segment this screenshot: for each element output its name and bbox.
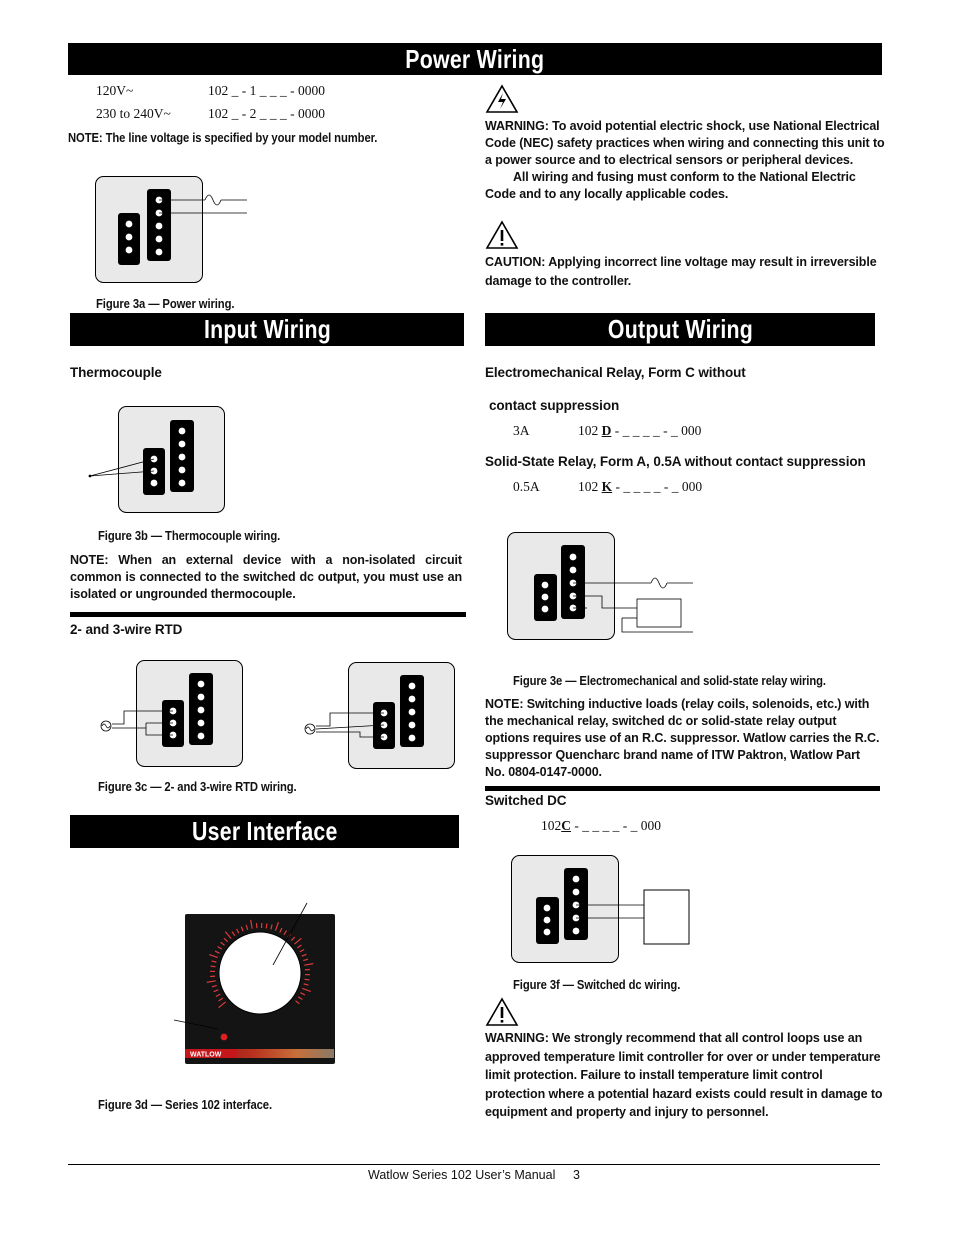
power-wiring-banner (68, 43, 882, 75)
input-wiring-banner (70, 313, 464, 346)
dial-tick-mark (210, 966, 215, 967)
voltage-230-code: 102 _ - 2 _ _ _ - 0000 (208, 106, 325, 121)
ssr-model-code: 102 K - _ _ _ _ - _ 000 (578, 479, 703, 494)
ssr-rating: 0.5A (513, 479, 540, 494)
voltage-120-code: 102 _ - 1 _ _ _ - 0000 (208, 83, 325, 98)
voltage-120-label: 120V~ (96, 83, 134, 98)
warning-shock-p1: WARNING: To avoid potential electric shock, use National Electrical Code (NEC) safety practices when wiring and connecting this unit to a power source and to electrical sensors or peripheral devices. (485, 119, 885, 167)
switched-dc-model-code: 102C - _ _ _ _ - _ 000 (541, 818, 661, 833)
footer-page-number: 3 (573, 1168, 580, 1182)
figure-3a-power-wiring-diagram (95, 176, 255, 286)
user-interface-banner (70, 815, 459, 848)
footer-rule (68, 1164, 880, 1165)
relay-heading-line2: contact suppression (489, 398, 620, 413)
figure-3f-switched-dc-wiring-diagram (511, 855, 696, 967)
figure-3d-series-102-interface (174, 900, 339, 1068)
output-wiring-banner (485, 313, 875, 346)
limit-warning-text: WARNING: We strongly recommend that all control loops use an approved temperature limit controller for over or under temperature limit protection. Failure to install temperature limit control protection where a potential hazard exists could result in damage to equipment and property and injury to personnel. (485, 1031, 883, 1119)
figure-3c-caption: Figure 3c — 2- and 3-wire RTD wiring. (98, 780, 297, 794)
figure-3c-3-wire-rtd-diagram (300, 662, 460, 774)
output-note: NOTE: Switching inductive loads (relay coils, solenoids, etc.) with the mechanical relay, switched dc or solid-state relay output options requires use of an R.C. suppressor. Watlow carries the R.C. suppressor Quencharc brand name of ITW Paktron, Watlow Part No. 0804-0147-0000. (485, 697, 880, 779)
figure-3e-relay-wiring-diagram (507, 532, 697, 644)
figure-3b-thermocouple-wiring-diagram (86, 406, 231, 516)
switched-dc-heading: Switched DC (485, 793, 567, 808)
relay-model-code: 102 D - _ _ _ _ - _ 000 (578, 423, 702, 438)
figure-3f-caption: Figure 3f — Switched dc wiring. (513, 978, 681, 992)
rtd-heading: 2- and 3-wire RTD (70, 622, 183, 637)
electric-shock-warning-icon (486, 85, 518, 113)
power-note: NOTE: The line voltage is specified by your model number. (68, 131, 378, 145)
relay-heading-line1: Electromechanical Relay, Form C without (485, 365, 746, 380)
warning-icon (486, 998, 518, 1026)
caution-icon (486, 221, 518, 249)
figure-3d-caption: Figure 3d — Series 102 interface. (98, 1098, 272, 1112)
watlow-logo-text: WATLOW (190, 1051, 222, 1059)
footer-manual-title: Watlow Series 102 User’s Manual (368, 1168, 556, 1182)
warning-shock-p2: All wiring and fusing must conform to the National Electric Code and to any locally applicable codes. (485, 170, 856, 201)
user-interface-title: User Interface (191, 816, 338, 846)
divider-switched-dc (485, 786, 880, 791)
output-wiring-title: Output Wiring (607, 314, 753, 344)
thermocouple-heading: Thermocouple (70, 365, 162, 380)
power-wiring-title: Power Wiring (405, 44, 545, 74)
voltage-230-label: 230 to 240V~ (96, 106, 171, 121)
caution-text: CAUTION: Applying incorrect line voltage may result in irreversible damage to the controller. (485, 255, 877, 288)
divider-rtd (70, 612, 466, 617)
ssr-heading: Solid-State Relay, Form A, 0.5A without contact suppression (485, 454, 866, 469)
dial-tick-mark (266, 923, 267, 928)
warning-shock-text (485, 118, 885, 203)
figure-3e-caption: Figure 3e — Electromechanical and solid-state relay wiring. (513, 674, 826, 688)
input-note: NOTE: When an external device with a non-isolated circuit common is connected to the switched dc output, you must use an isolated or ungrounded thermocouple. (70, 553, 462, 601)
figure-3c-2-wire-rtd-diagram (98, 660, 248, 772)
dial-tick-mark (305, 979, 310, 980)
input-wiring-title: Input Wiring (203, 314, 331, 344)
relay-rating: 3A (513, 423, 530, 438)
figure-3b-caption: Figure 3b — Thermocouple wiring. (98, 529, 281, 543)
figure-3a-caption: Figure 3a — Power wiring. (96, 297, 235, 311)
